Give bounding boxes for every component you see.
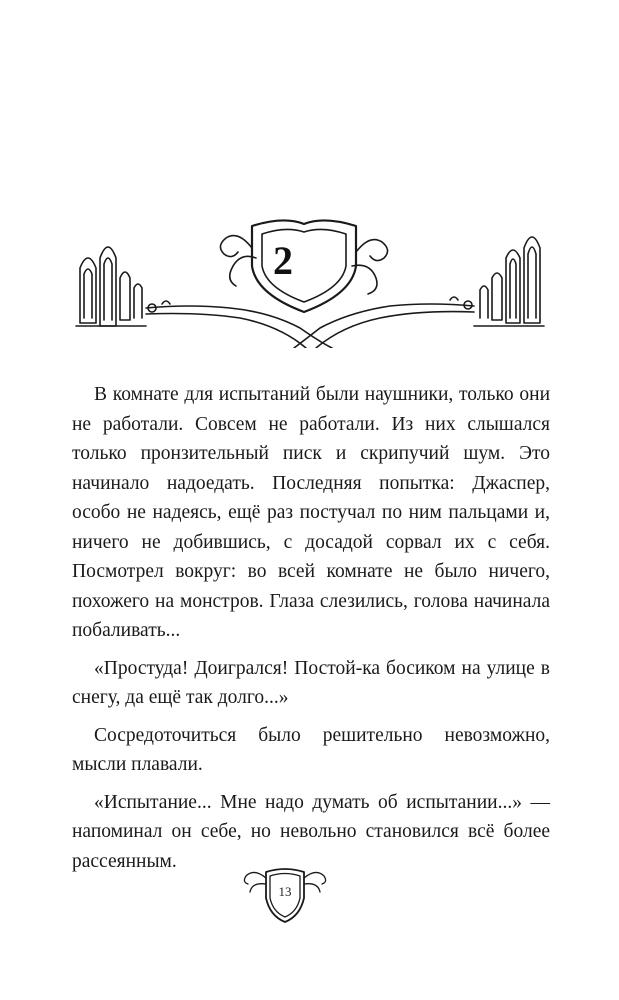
right-castle-icon — [474, 237, 544, 326]
paragraph: В комнате для испытаний были наушники, только они не работали. Совсем не работали. Из них слышался только пронзительный писк и скрипучий шум. Это начинало надоедать. Последняя попытка: Джаспер, особо не надеясь, ещё раз постучал по ним пальцами и, ничего не добившись, с досадой сорвал их с себя. Посмотрел вокруг: во всей комнате не было ничего, похожего на монстров. Глаза слезились, голова начинала побаливать... — [72, 384, 550, 641]
chapter-body — [72, 380, 550, 884]
paragraph: «Простуда! Доигрался! Постой-ка босиком на улице в снегу, да ещё так долго...» — [72, 657, 550, 708]
page-number: 13 — [278, 884, 292, 899]
paragraph: «Испытание... Мне надо думать об испытании...» — напоминал он себе, но невольно становился всё более рассеянным. — [72, 791, 550, 872]
paragraph: Сосредоточиться было решительно невозможно, мысли плавали. — [72, 724, 550, 775]
left-castle-icon — [76, 247, 146, 326]
chapter-number: 2 — [273, 238, 293, 283]
chapter-header-ornament — [70, 208, 550, 348]
